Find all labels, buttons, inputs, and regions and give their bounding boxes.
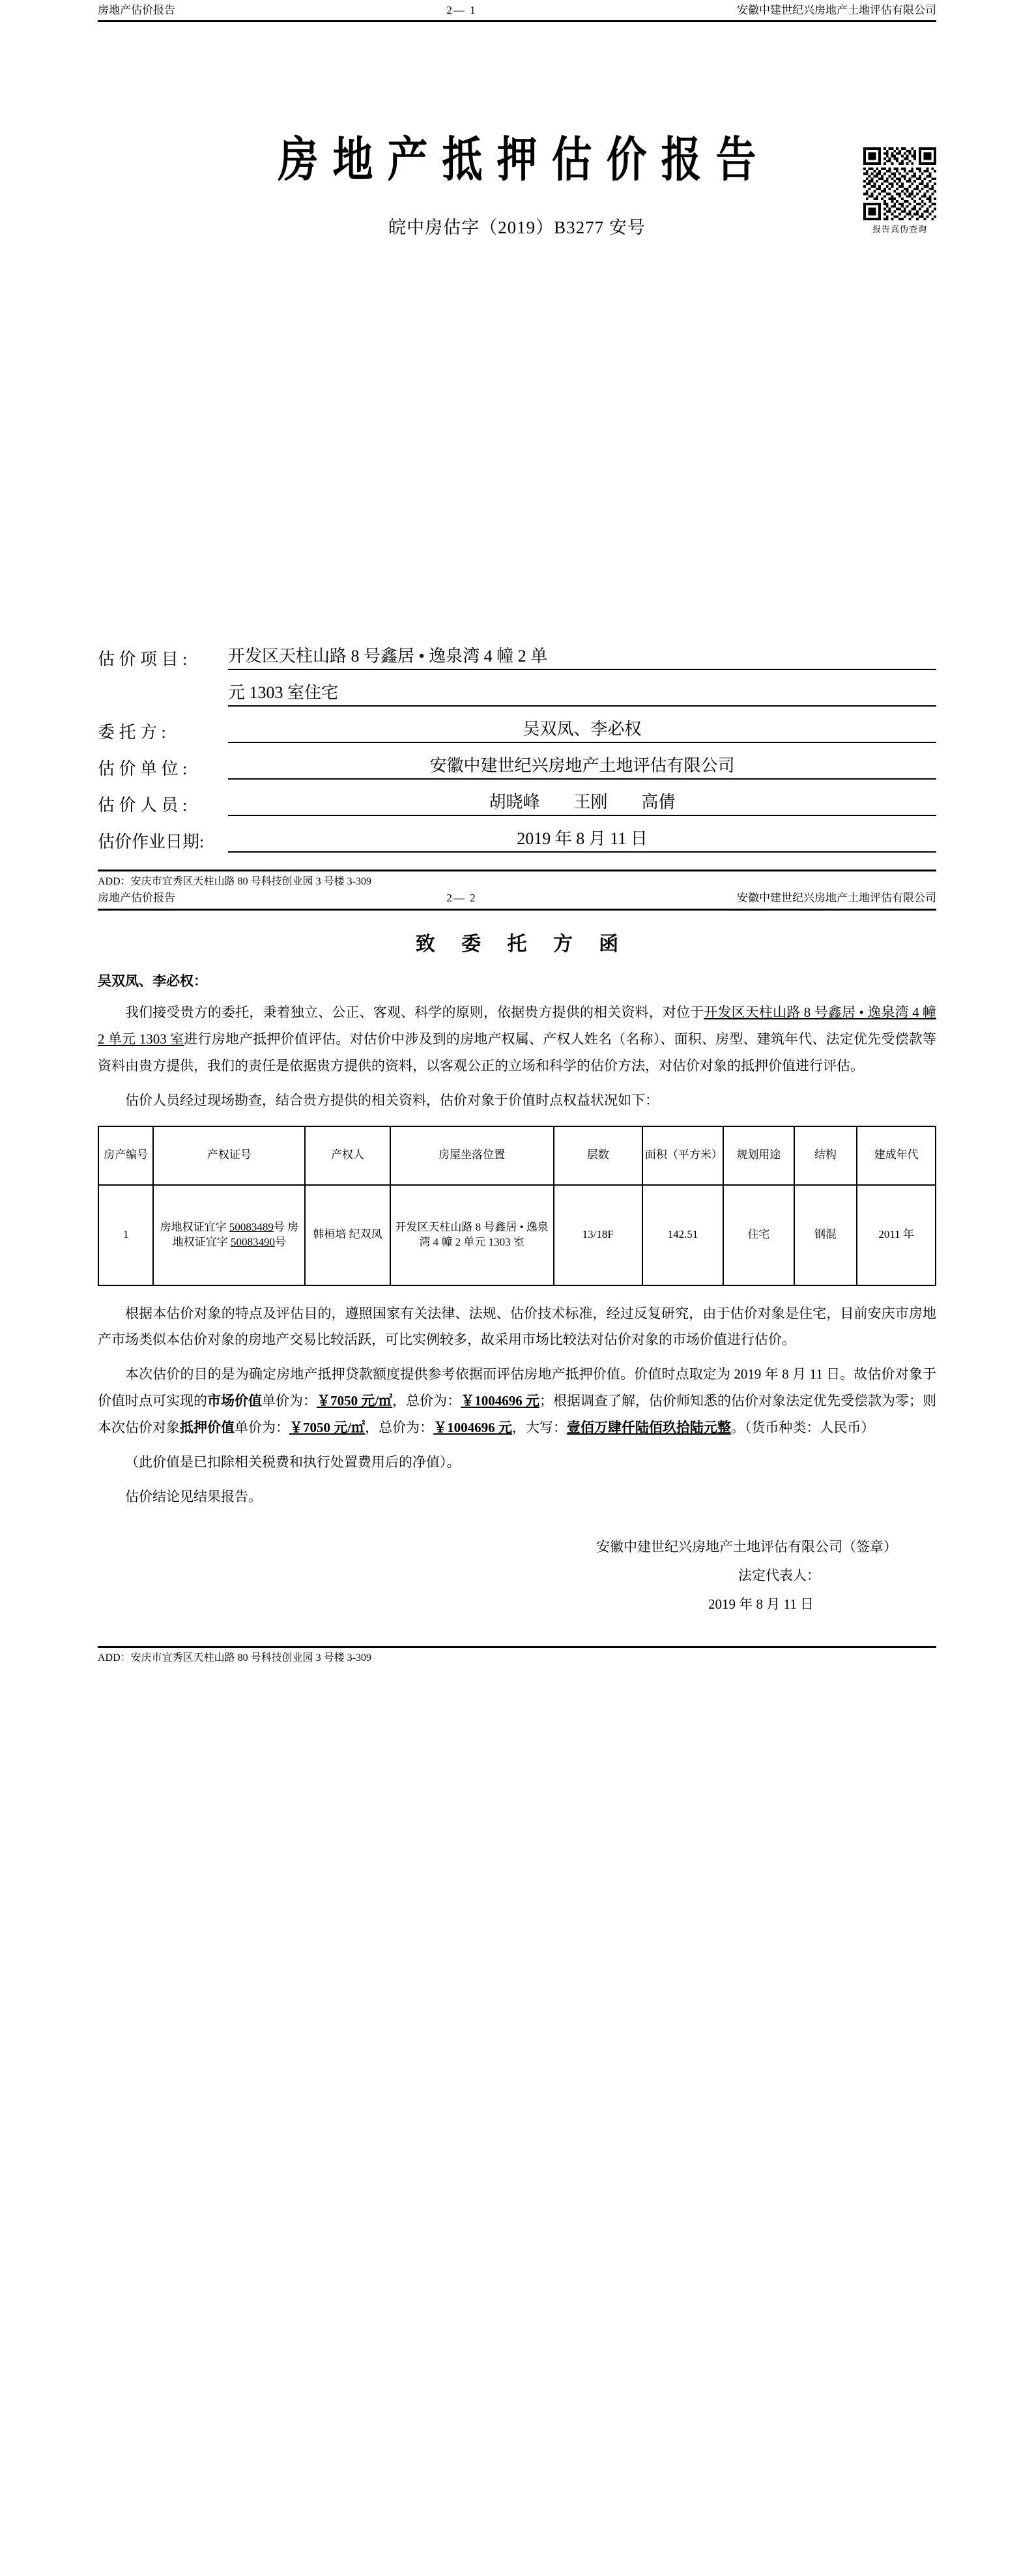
col-header-structure: 结构 — [794, 1126, 857, 1185]
field-value-appraisal-firm[interactable]: 安徽中建世纪兴房地产土地评估有限公司 — [228, 752, 936, 780]
field-label-client: 委 托 方 : — [98, 723, 166, 742]
para4-text-f: ，总价为： — [365, 1420, 434, 1436]
cover-section — [0, 121, 1034, 853]
cell-area: 142.51 — [642, 1185, 723, 1285]
field-row-appraisal-firm — [98, 752, 936, 780]
field-value-appraisers[interactable]: 胡晓峰 王刚 高倩 — [228, 789, 936, 816]
signature-block — [98, 1532, 936, 1618]
para4-capital-amount: 壹佰万肆仟陆佰玖拾陆元整 — [566, 1420, 731, 1436]
para4-text-b: 单价为： — [262, 1393, 317, 1409]
para4-text-e: 单价为： — [235, 1420, 289, 1436]
field-value-project-continuation[interactable]: 元 1303 室住宅 — [228, 679, 936, 707]
letter-section — [0, 928, 1034, 1619]
cell-floor: 13/18F — [554, 1185, 642, 1285]
field-value-project[interactable]: 开发区天柱山路 8 号鑫居 • 逸泉湾 4 幢 2 单 — [228, 643, 936, 670]
field-row-project-continuation — [98, 679, 936, 707]
letter-paragraph-2: 估价人员经过现场勘查，结合贵方提供的相关资料，估价对象于价值时点权益状况如下： — [125, 1092, 659, 1108]
para4-text-h: 。（货币种类：人民币） — [730, 1420, 875, 1436]
col-header-location: 房屋坐落位置 — [390, 1126, 554, 1185]
property-table — [98, 1126, 936, 1286]
field-row-work-date — [98, 825, 936, 853]
cert1-prefix: 房地权证宜字 — [160, 1220, 227, 1233]
cert1-suffix: 号 — [273, 1220, 285, 1233]
signature-company: 安徽中建世纪兴房地产土地评估有限公司（签章） — [596, 1539, 897, 1555]
running-header-page2 — [0, 888, 1034, 906]
cert2-prefix: 房地权证宜字 — [172, 1220, 299, 1248]
running-header-company-2: 安徽中建世纪兴房地产土地评估有限公司 — [737, 892, 936, 905]
field-spacer — [98, 679, 228, 707]
field-row-appraisers — [98, 789, 936, 816]
para4-market-value-term: 市场价值 — [207, 1393, 263, 1409]
table-header-row — [98, 1126, 936, 1185]
cell-year: 2011 年 — [857, 1185, 936, 1285]
cell-location: 开发区天柱山路 8 号鑫居 • 逸泉湾 4 幢 2 单元 1303 室 — [390, 1185, 554, 1285]
cover-field-list — [98, 643, 936, 853]
para4-market-unit-price: ￥7050 元/㎡ — [317, 1393, 393, 1409]
para4-text-c: ，总价为： — [392, 1393, 461, 1409]
field-row-project — [98, 643, 936, 670]
cert2-number: 50083490 — [231, 1235, 275, 1248]
letter-paragraph-1 — [98, 999, 936, 1079]
signature-legal-rep: 法定代表人： — [738, 1568, 820, 1584]
qr-caption: 报告真伪查询 — [872, 225, 927, 235]
field-label-project: 估 价 项 目 : — [98, 650, 188, 669]
running-header-page-number: 2— 1 — [446, 4, 477, 16]
signature-date: 2019 年 8 月 11 日 — [708, 1596, 814, 1613]
header-rule — [98, 20, 936, 22]
page2-address-footer: ADD：安庆市宜秀区天柱山路 80 号科技创业园 3 号楼 3-309 — [98, 1652, 371, 1664]
cert1-number: 50083489 — [229, 1220, 274, 1233]
running-header-left-2: 房地产估价报告 — [98, 892, 175, 905]
cell-num: 1 — [98, 1185, 153, 1285]
property-table-body — [98, 1185, 936, 1285]
letter-paragraph-6: 估价结论见结果报告。 — [125, 1489, 262, 1505]
para4-mortgage-unit-price: ￥7050 元/㎡ — [289, 1420, 366, 1436]
col-header-area: 面积（平方米） — [642, 1126, 723, 1185]
running-header-page-number-2: 2— 2 — [446, 892, 477, 905]
col-header-use: 规划用途 — [723, 1126, 794, 1185]
running-header-page1 — [0, 0, 1034, 18]
letter-title: 致 委 托 方 函 — [415, 933, 629, 955]
col-header-year: 建成年代 — [857, 1126, 936, 1185]
cell-structure: 钢混 — [794, 1185, 857, 1285]
field-label-appraisal-firm: 估 价 单 位 : — [98, 759, 188, 779]
field-label-work-date: 估价作业日期: — [98, 832, 205, 852]
letter-paragraph-4 — [98, 1361, 936, 1441]
para4-mortgage-total-price: ￥1004696 元 — [433, 1420, 512, 1436]
field-row-client — [98, 716, 936, 743]
para4-market-total-price: ￥1004696 元 — [461, 1393, 539, 1409]
para4-text-g: ，大写： — [511, 1420, 567, 1436]
para4-text-d: ；根据调查了解，估价师知悉的估价对象法定优先受偿款为零；则本次估价对象 — [98, 1393, 937, 1436]
letter-paragraph-3: 根据本估价对象的特点及评估目的，遵照国家有关法律、法规、估价技术标准，经过反复研究，由于估价对象是住宅，目前安庆市房地产市场类似本估价对象的房地产交易比较活跃，可比实例较多，故采用市场比较法对估价对象的市场价值进行估价。 — [98, 1305, 936, 1348]
letter-salutation: 吴双凤、李必权： — [98, 973, 207, 989]
col-header-owner: 产权人 — [305, 1126, 390, 1185]
field-value-work-date[interactable]: 2019 年 8 月 11 日 — [228, 825, 936, 853]
field-label-appraisers: 估 价 人 员 : — [98, 796, 188, 815]
field-value-client[interactable]: 吴双凤、李必权 — [228, 716, 936, 743]
table-row — [98, 1185, 936, 1285]
para4-text-a: 本次估价的目的是为确定房地产抵押贷款额度提供参考依据而评估房地产抵押价值。价值时点取定为 2019 年 8 月 11 日。故估价对象于价值时点可实现的 — [98, 1366, 936, 1409]
running-header-left: 房地产估价报告 — [98, 4, 175, 16]
col-header-floor: 层数 — [554, 1126, 642, 1185]
page-title: 房地产抵押估价报告 — [278, 134, 771, 187]
col-header-num: 房产编号 — [98, 1126, 153, 1185]
report-number: 皖中房估字（2019）B3277 安号 — [388, 218, 646, 238]
cell-use: 住宅 — [723, 1185, 794, 1285]
cert2-suffix: 号 — [275, 1235, 286, 1248]
col-header-cert: 产权证号 — [153, 1126, 305, 1185]
para4-mortgage-value-term: 抵押价值 — [180, 1420, 235, 1436]
running-header-company: 安徽中建世纪兴房地产土地评估有限公司 — [737, 4, 936, 16]
header-rule-2 — [98, 909, 936, 911]
cell-cert — [153, 1185, 305, 1285]
property-table-head — [98, 1126, 936, 1185]
cover-address-footer: ADD：安庆市宜秀区天柱山路 80 号科技创业园 3 号楼 3-309 — [98, 876, 371, 888]
para1-text-a: 我们接受贵方的委托，秉着独立、公正、客观、科学的原则，依据贵方提供的相关资料，对位于 — [125, 1004, 704, 1020]
para1-property-address: 开发区天柱山路 8 号鑫居 • 逸泉湾 4 幢 2 单元 1303 室 — [98, 1004, 936, 1047]
cell-owner: 韩桓培 纪双凤 — [305, 1185, 390, 1285]
letter-paragraph-5: （此价值是已扣除相关税费和执行处置费用后的净值）。 — [125, 1454, 461, 1471]
para1-text-b: 进行房地产抵押价值评估。对估价中涉及到的房地产权属、产权人姓名（名称）、面积、房型、建筑年代、法定优先受偿款等资料由贵方提供，我们的责任是依据贵方提供的资料，以客观公正的立场和科学的估价方法，对估价对象的抵押价值进行评估。 — [98, 1031, 936, 1074]
